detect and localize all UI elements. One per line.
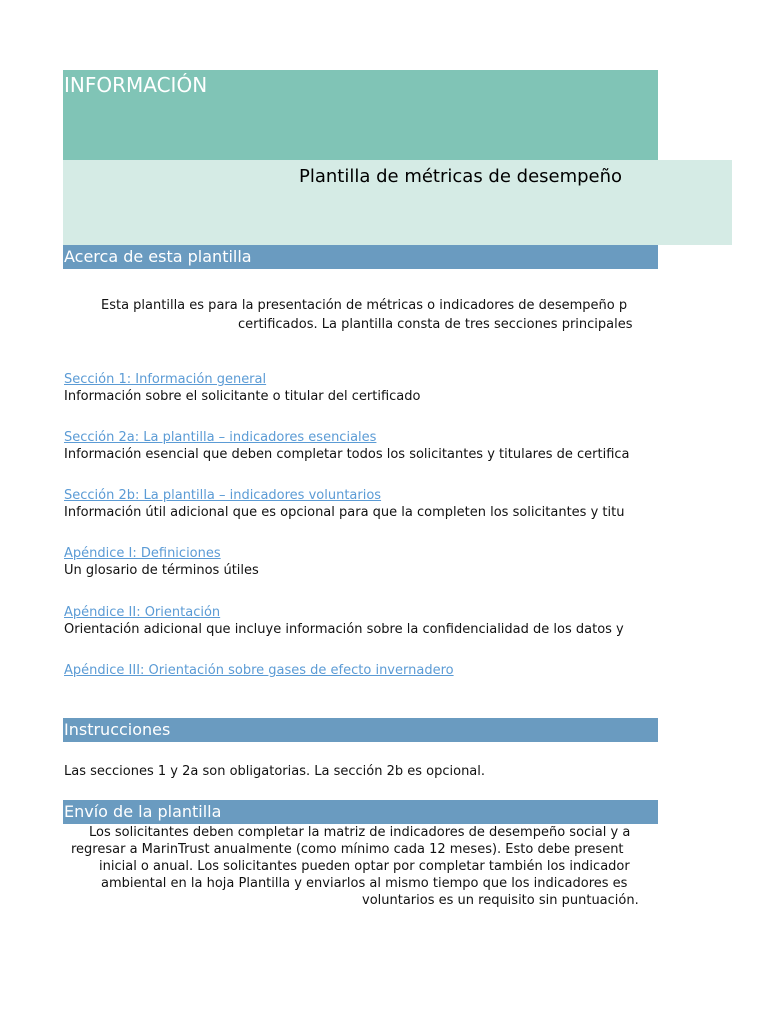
instructions-header — [63, 718, 658, 742]
submission-text — [64, 824, 658, 909]
about-header — [63, 245, 658, 269]
about-header-label: Acerca de esta plantilla — [64, 247, 252, 266]
title-band — [63, 70, 658, 160]
submission-line: ambiental en la hoja Plantilla y enviarlos al mismo tiempo que los indicadores es — [101, 876, 628, 891]
appendix-2-link[interactable]: Apéndice II: Orientación — [64, 605, 221, 620]
appendix-3-link[interactable]: Apéndice III: Orientación sobre gases de efecto invernadero — [64, 663, 454, 678]
page-title: INFORMACIÓN — [64, 73, 208, 97]
appendix-item-2 — [64, 604, 658, 638]
section-1-description: Información sobre el solicitante o titular del certificado — [64, 389, 421, 404]
section-1-link[interactable]: Sección 1: Información general — [64, 372, 267, 387]
submission-header — [63, 800, 658, 824]
section-2b-description: Información útil adicional que es opcional para que la completen los solicitantes y titu — [64, 505, 625, 520]
appendix-item-3 — [64, 662, 658, 679]
appendix-1-description: Un glosario de términos útiles — [64, 563, 259, 578]
instructions-header-label: Instrucciones — [64, 720, 171, 739]
appendix-1-link[interactable]: Apéndice I: Definiciones — [64, 546, 221, 561]
subtitle-band — [63, 160, 732, 245]
page-subtitle: Plantilla de métricas de desempeño — [299, 166, 623, 187]
submission-line: inicial o anual. Los solicitantes pueden optar por completar también los indicador — [99, 859, 630, 874]
submission-header-label: Envío de la plantilla — [64, 802, 222, 821]
section-2a-link[interactable]: Sección 2a: La plantilla – indicadores esenciales — [64, 430, 377, 445]
about-intro-line: Esta plantilla es para la presentación de métricas o indicadores de desempeño p — [101, 298, 628, 313]
section-2b-link[interactable]: Sección 2b: La plantilla – indicadores voluntarios — [64, 488, 382, 503]
submission-line: regresar a MarinTrust anualmente (como mínimo cada 12 meses). Esto debe present — [71, 842, 624, 857]
about-intro-line: certificados. La plantilla consta de tres secciones principales — [238, 317, 633, 332]
about-intro — [64, 296, 658, 334]
instructions-text: Las secciones 1 y 2a son obligatorias. La sección 2b es opcional. — [64, 764, 486, 779]
section-item-2a — [64, 429, 658, 463]
submission-line: voluntarios es un requisito sin puntuación. — [362, 893, 639, 908]
submission-line: Los solicitantes deben completar la matriz de indicadores de desempeño social y a — [89, 825, 631, 840]
section-2a-description: Información esencial que deben completar todos los solicitantes y titulares de certifica — [64, 447, 630, 462]
appendix-2-description: Orientación adicional que incluye información sobre la confidencialidad de los datos y — [64, 622, 624, 637]
appendix-item-1 — [64, 545, 658, 579]
section-item-2b — [64, 487, 658, 521]
section-item-1 — [64, 371, 658, 405]
